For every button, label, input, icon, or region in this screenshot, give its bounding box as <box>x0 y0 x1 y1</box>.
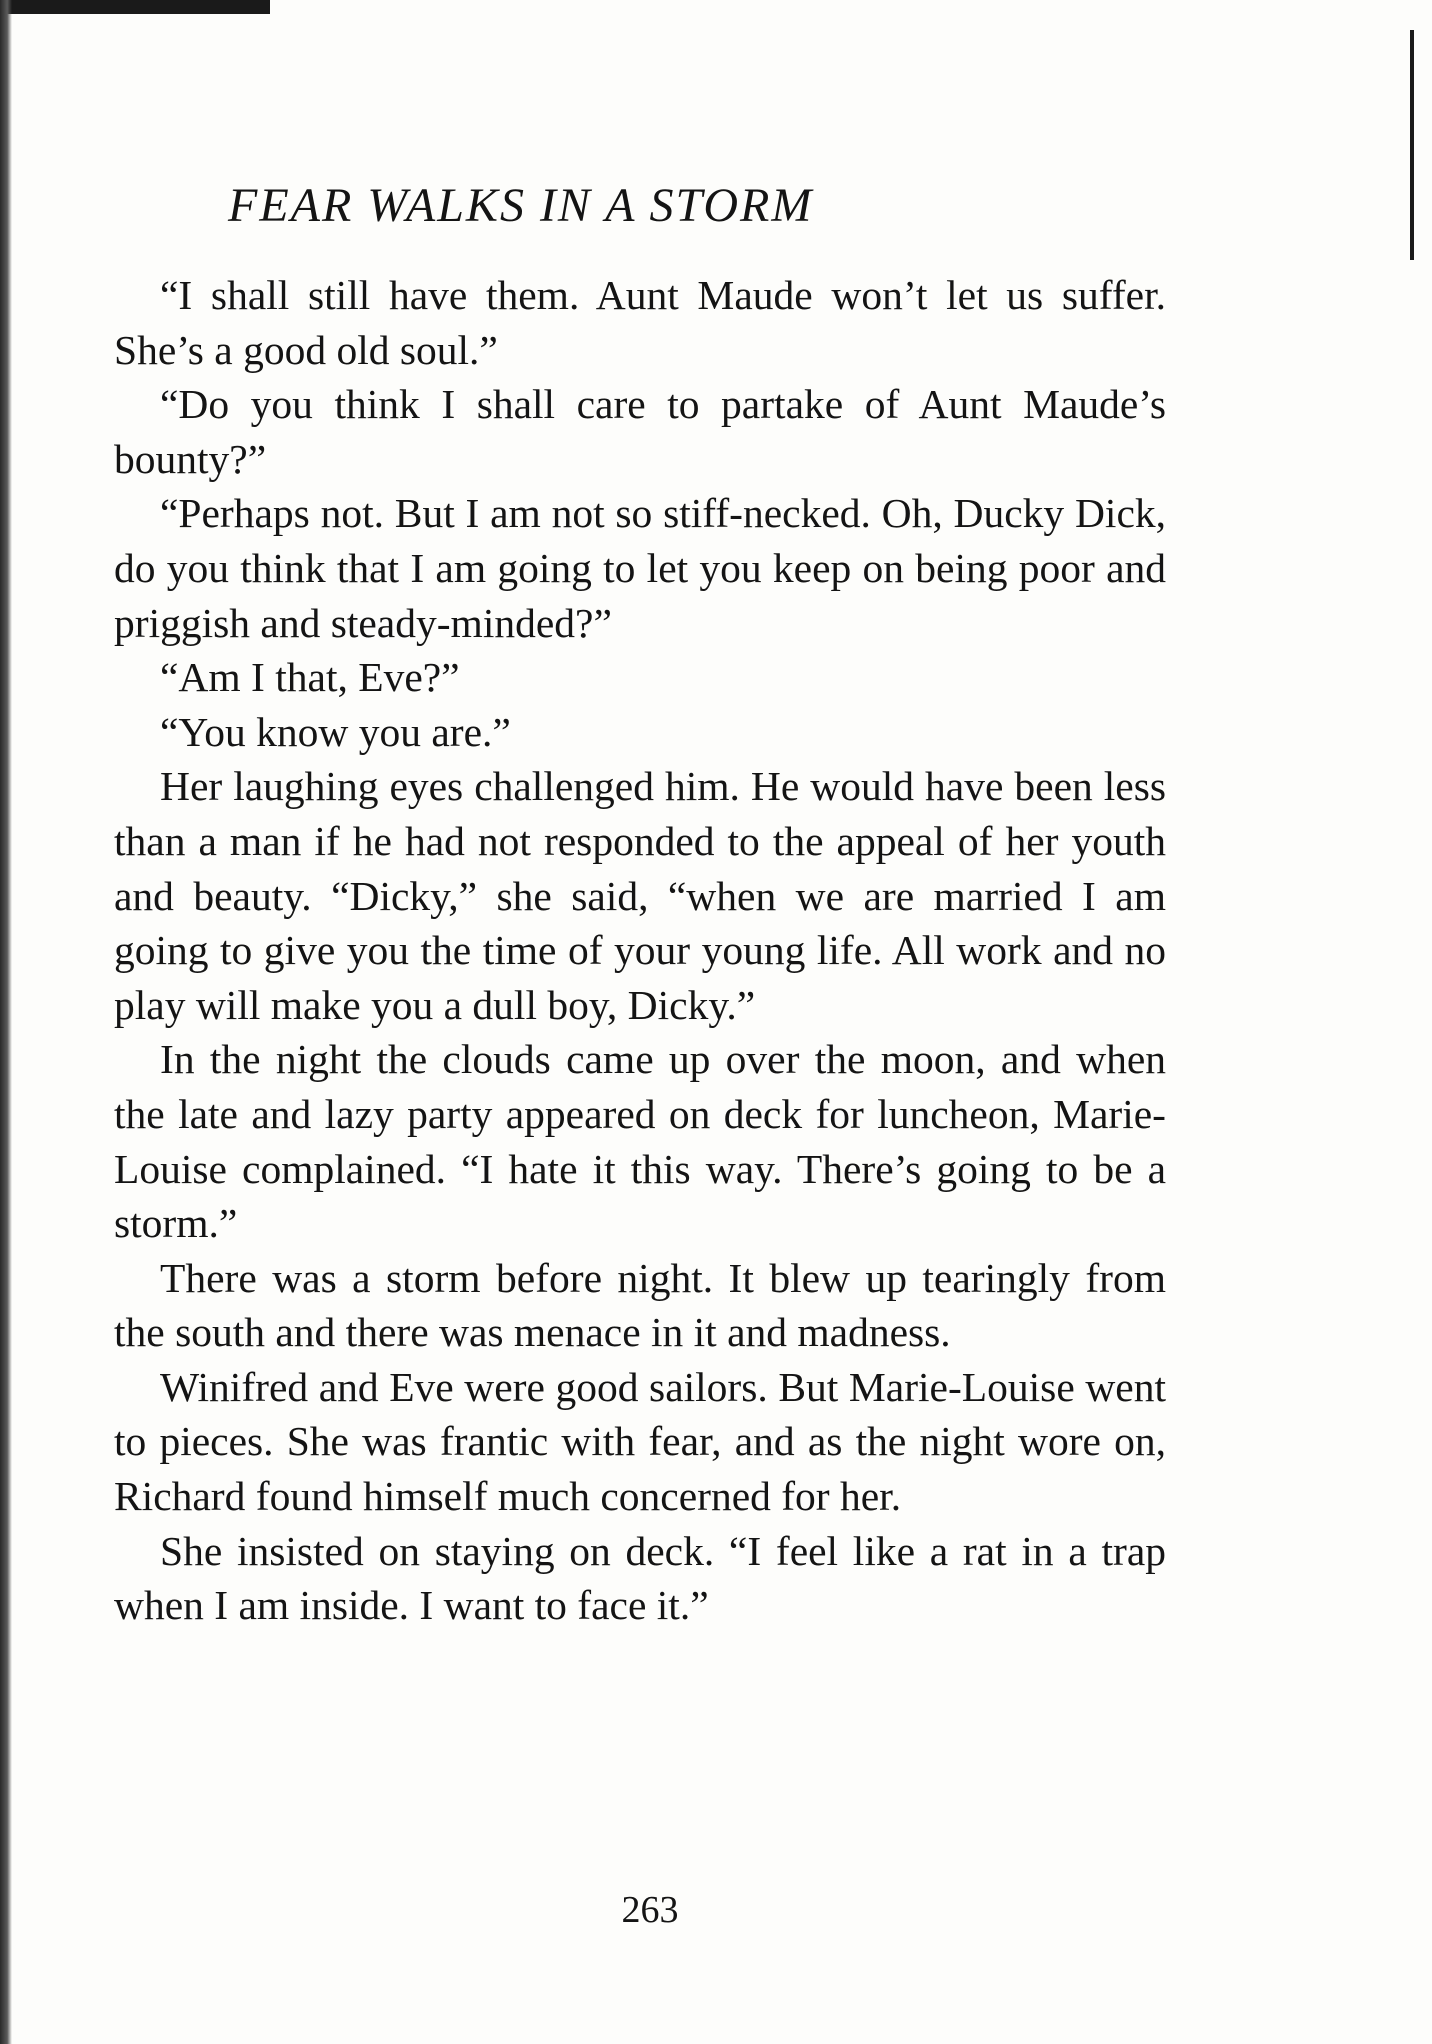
paragraph: “I shall still have them. Aunt Maude won’t let us suffer. She’s a good old soul.” <box>114 272 1166 373</box>
paragraph: “Do you think I shall care to partake of Aunt Maude’s bounty?” <box>114 381 1166 482</box>
paragraph: “You know you are.” <box>160 708 511 755</box>
paragraph: There was a storm before night. It blew up tearingly from the south and there was menace in it and madness. <box>114 1254 1166 1356</box>
paragraph: “Perhaps not. But I am not so stiff-necked. Oh, Ducky Dick, do you think that I am going to let you keep on being poor and priggish and steady-minded?” <box>114 490 1166 646</box>
running-head: FEAR WALKS IN A STORM <box>228 179 814 232</box>
paragraph: Winifred and Eve were good sailors. But Marie-Louise went to pieces. She was frantic with fear, and as the night wore on, Richard found himself much concerned for her. <box>114 1363 1166 1520</box>
scan-edge-top <box>0 0 270 14</box>
paragraph: She insisted on staying on deck. “I feel like a rat in a trap when I am inside. I want to face it.” <box>114 1527 1166 1629</box>
scan-edge-left <box>0 0 12 2044</box>
page-number: 263 <box>621 1889 679 1931</box>
paragraph: “Am I that, Eve?” <box>160 654 460 701</box>
scan-edge-right <box>1410 30 1414 260</box>
body-text <box>114 268 1166 1633</box>
paragraph: Her laughing eyes challenged him. He would have been less than a man if he had not responded to the appeal of her youth and beauty. “Dicky,” she said, “when we are married I am going to give you the time of your young life. All work and no play will make you a dull boy, Dicky.” <box>114 763 1166 1028</box>
paragraph: In the night the clouds came up over the moon, and when the late and lazy party appeared on deck for luncheon, Marie-Louise complained. “I hate it this way. There’s going to be a storm.” <box>114 1036 1166 1247</box>
